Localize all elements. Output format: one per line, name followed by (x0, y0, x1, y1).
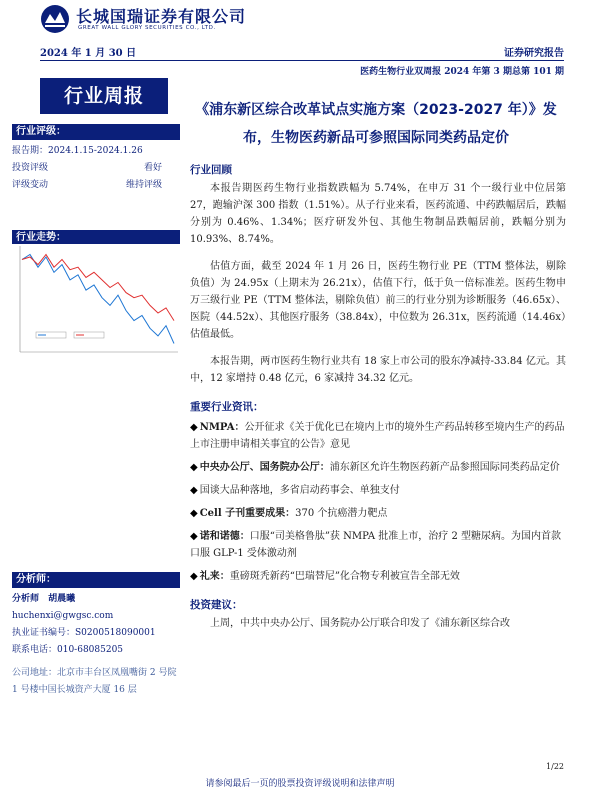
review-paragraph-1: 本报告期医药生物行业指数跌幅为 5.74%，在申万 31 个一级行业中位居第 27，跑输沪深 300 指数（1.51%）。从子行业来看，医药流通、中药跌幅居后，跌幅分别为 0.46%、1.34%；医疗研发外包、其他生物制品跌幅居前，跌幅分别为 10.93%、8.74%。 (190, 183, 566, 245)
trend-chart (12, 244, 180, 356)
news-item (190, 482, 566, 499)
brand-name-cn: 长城国瑞证券有限公司 (76, 7, 247, 26)
rating-row (12, 160, 180, 177)
analyst-name-row (12, 591, 180, 608)
news-text: 浦东新区允许生物医药新产品参照国际同类药品定价 (329, 462, 560, 473)
period-value: 2024.1.15-2024.1.26 (48, 146, 143, 156)
news-text: 重磅斑秃新药“巴瑞替尼”化合物专利被宣告全部无效 (229, 571, 460, 582)
company-logo-icon (40, 4, 70, 34)
period-label: 报告期： (12, 146, 49, 156)
review-heading: 行业回顾 (190, 164, 232, 176)
review-paragraph-3: 本报告期，两市医药生物行业共有 18 家上市公司的股东净减持-33.84 亿元。其中，12 家增持 0.48 亿元，6 家减持 34.32 亿元。 (190, 356, 566, 384)
report-title-line-2: 布，生物医药新品可参照国际同类药品定价 (243, 130, 509, 146)
news-text: 公开征求《关于优化已在境内上市的境外生产药品转移至境内生产的药品上市注册申请相关事宜的公告》意见 (190, 422, 565, 450)
report-date: 2024 年 1 月 30 日 (40, 48, 137, 59)
analyst-name-label: 分析师 (12, 594, 40, 604)
advice-paragraph-1: 上周，中共中央办公厅、国务院办公厅联合印发了《浦东新区综合改 (210, 618, 510, 629)
review-paragraph-2: 估值方面，截至 2024 年 1 月 26 日，医药生物行业 PE（TTM 整体法，剔除负值）为 24.95x（上期末为 26.21x），估值下行，低于负一倍标准差。医药生物申万三级行业 PE（TTM 整体法，剔除负值）前三的行业分别为诊断服务（46.65x）、医院（44.52x）、其他医疗服务（38.84x），中位数为 26.31x，医药流通（14.46x）估值最低。 (190, 261, 566, 340)
report-title-line-1: 《浦东新区综合改革试点实施方案（2023-2027 年）》发 (195, 102, 557, 118)
analyst-block (12, 572, 180, 699)
news-text: 370 个抗癌潜力靶点 (295, 508, 388, 519)
period-row (12, 143, 180, 160)
rating-block (12, 143, 180, 194)
diamond-bullet-icon: ◆ (190, 485, 198, 496)
change-value: 维持评级 (125, 180, 162, 190)
analyst-section-title: 分析师： (12, 572, 180, 588)
page-number: 1/22 (546, 762, 564, 771)
news-item (190, 568, 566, 585)
diamond-bullet-icon: ◆ (190, 531, 198, 542)
news-item (190, 528, 566, 562)
report-banner: 行业周报 (40, 78, 168, 114)
main-content (190, 160, 566, 632)
news-source: 诺和诺德： (199, 531, 250, 542)
advice-heading: 投资建议： (190, 599, 243, 611)
news-item (190, 459, 566, 476)
news-source: 礼来： (199, 571, 230, 582)
news-list (190, 419, 566, 585)
news-source: Cell 子刊重要成果： (199, 508, 296, 519)
rating-section-title: 行业评级： (12, 124, 180, 140)
news-text: 口服“司美格鲁肽”获 NMPA 批准上市，治疗 2 型糖尿病。为国内首款口服 GLP-1 受体激动剂 (190, 531, 562, 559)
rating-label: 投资评级 (12, 163, 49, 173)
diamond-bullet-icon: ◆ (190, 508, 198, 519)
analyst-phone: 联系电话：010-68085205 (12, 645, 124, 655)
company-address: 公司地址：北京市丰台区凤凰嘴街 2 号院 1 号楼中国长城资产大厦 16 层 (12, 668, 177, 695)
rating-value: 看好 (143, 163, 162, 173)
header-divider (40, 60, 564, 61)
diamond-bullet-icon: ◆ (190, 571, 198, 582)
diamond-bullet-icon: ◆ (190, 422, 198, 433)
report-issue: 医药生物行业双周报 2024 年第 3 期总第 101 期 (360, 67, 564, 77)
report-type: 证券研究报告 (504, 48, 564, 59)
diamond-bullet-icon: ◆ (190, 462, 198, 473)
news-text: 国谈大品种落地，多省启动药事会、单独支付 (199, 485, 400, 496)
analyst-cert: 执业证书编号：S0200518090001 (12, 628, 156, 638)
footer-notice: 请参阅最后一页的股票投资评级说明和法律声明 (205, 779, 395, 789)
page-header (0, 0, 600, 40)
news-item (190, 419, 566, 453)
trend-section-title: 行业走势： (12, 230, 180, 246)
news-source: 中央办公厅、国务院办公厅： (199, 462, 330, 473)
sidebar (12, 124, 180, 246)
trend-chart-svg (12, 244, 180, 356)
analyst-email[interactable]: huchenxi@gwgsc.com (12, 611, 114, 621)
brand-name-en: GREAT WALL GLORY SECURITIES CO., LTD. (78, 25, 216, 31)
change-label: 评级变动 (12, 180, 49, 190)
chart-background (12, 244, 180, 356)
analyst-name: 胡晨曦 (48, 594, 76, 604)
news-item (190, 505, 566, 522)
news-heading: 重要行业资讯： (190, 401, 264, 413)
report-title (186, 96, 566, 152)
news-source: NMPA： (199, 422, 245, 433)
change-row (12, 177, 180, 194)
